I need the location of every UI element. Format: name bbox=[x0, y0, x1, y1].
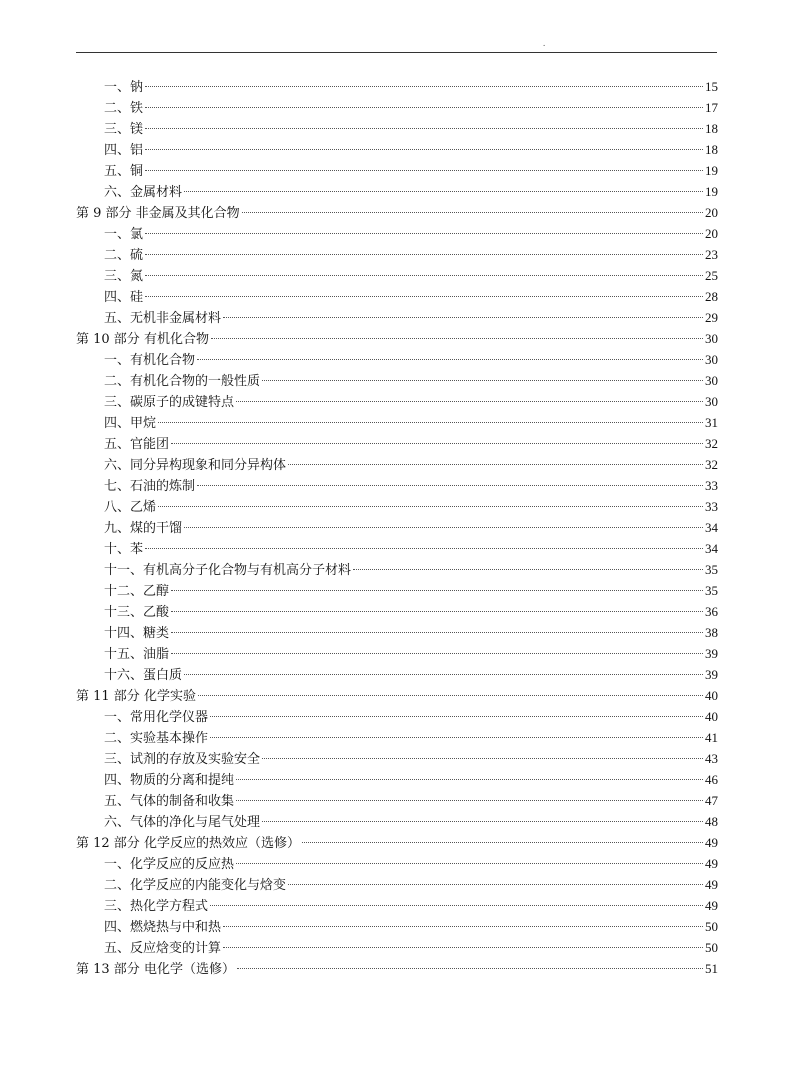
dot-leader bbox=[236, 779, 703, 780]
toc-entry-title: 五、反应焓变的计算 bbox=[104, 941, 222, 956]
toc-page-number: 33 bbox=[705, 499, 718, 514]
toc-page-number: 29 bbox=[705, 310, 718, 325]
dot-leader bbox=[223, 317, 703, 318]
dot-leader bbox=[198, 695, 703, 696]
toc-section-entry[interactable] bbox=[76, 349, 718, 370]
dot-leader bbox=[211, 338, 703, 339]
toc-section-entry[interactable] bbox=[76, 580, 718, 601]
toc-section-entry[interactable] bbox=[76, 853, 718, 874]
dot-leader bbox=[145, 254, 703, 255]
toc-entry-title: 一、有机化合物 bbox=[104, 353, 196, 368]
toc-entry-title: 第 9 部分 非金属及其化合物 bbox=[76, 206, 240, 221]
toc-page-number: 30 bbox=[705, 394, 718, 409]
toc-section-entry[interactable] bbox=[76, 643, 718, 664]
toc-entry-title: 二、实验基本操作 bbox=[104, 731, 209, 746]
dot-leader bbox=[210, 737, 703, 738]
toc-entry-title: 一、化学反应的反应热 bbox=[104, 857, 235, 872]
toc-chapter-entry[interactable] bbox=[76, 958, 718, 979]
toc-entry-title: 第 11 部分 化学实验 bbox=[76, 689, 196, 704]
dot-leader bbox=[302, 842, 703, 843]
dot-leader bbox=[210, 716, 703, 717]
toc-section-entry[interactable] bbox=[76, 412, 718, 433]
dot-leader bbox=[145, 170, 703, 171]
toc-entry-title: 三、氮 bbox=[104, 269, 144, 284]
dot-leader bbox=[145, 275, 703, 276]
toc-page-number: 35 bbox=[705, 562, 718, 577]
dot-leader bbox=[223, 926, 703, 927]
toc-page-number: 50 bbox=[705, 919, 718, 934]
toc-section-entry[interactable] bbox=[76, 454, 718, 475]
toc-entry-title: 第 13 部分 电化学（选修） bbox=[76, 962, 235, 977]
toc-entry-title: 四、燃烧热与中和热 bbox=[104, 920, 222, 935]
toc-entry-title: 五、气体的制备和收集 bbox=[104, 794, 235, 809]
toc-page-number: 30 bbox=[705, 373, 718, 388]
toc-page-number: 34 bbox=[705, 541, 718, 556]
toc-page-number: 17 bbox=[705, 100, 718, 115]
toc-section-entry[interactable] bbox=[76, 538, 718, 559]
dot-leader bbox=[184, 674, 703, 675]
toc-section-entry[interactable] bbox=[76, 307, 718, 328]
dot-leader bbox=[288, 464, 703, 465]
toc-section-entry[interactable] bbox=[76, 391, 718, 412]
toc-page-number: 50 bbox=[705, 940, 718, 955]
toc-page-number: 28 bbox=[705, 289, 718, 304]
toc-entry-title: 一、常用化学仪器 bbox=[104, 710, 209, 725]
dot-leader bbox=[236, 800, 703, 801]
toc-entry-title: 十、苯 bbox=[104, 542, 144, 557]
toc-page-number: 25 bbox=[705, 268, 718, 283]
toc-section-entry[interactable] bbox=[76, 895, 718, 916]
dot-leader bbox=[197, 359, 703, 360]
toc-entry-title: 五、官能团 bbox=[104, 437, 170, 452]
toc-section-entry[interactable] bbox=[76, 160, 718, 181]
toc-chapter-entry[interactable] bbox=[76, 202, 718, 223]
toc-page-number: 46 bbox=[705, 772, 718, 787]
dot-leader bbox=[262, 821, 703, 822]
toc-section-entry[interactable] bbox=[76, 517, 718, 538]
dot-leader bbox=[158, 422, 703, 423]
dot-leader bbox=[145, 149, 703, 150]
dot-leader bbox=[171, 611, 703, 612]
toc-entry-title: 五、无机非金属材料 bbox=[104, 311, 222, 326]
toc-section-entry[interactable] bbox=[76, 181, 718, 202]
toc-page-number: 30 bbox=[705, 331, 718, 346]
toc-entry-title: 一、氯 bbox=[104, 227, 144, 242]
toc-page-number: 40 bbox=[705, 688, 718, 703]
toc-entry-title: 五、铜 bbox=[104, 164, 144, 179]
dot-leader bbox=[171, 653, 703, 654]
toc-page-number: 47 bbox=[705, 793, 718, 808]
toc-section-entry[interactable] bbox=[76, 937, 718, 958]
toc-section-entry[interactable] bbox=[76, 97, 718, 118]
toc-entry-title: 六、金属材料 bbox=[104, 185, 183, 200]
dot-leader bbox=[145, 86, 703, 87]
toc-entry-title: 二、铁 bbox=[104, 101, 144, 116]
header-rule bbox=[76, 52, 717, 53]
dot-leader bbox=[184, 191, 703, 192]
table-of-contents bbox=[76, 76, 718, 979]
dot-leader bbox=[158, 506, 703, 507]
toc-page-number: 35 bbox=[705, 583, 718, 598]
toc-page-number: 20 bbox=[705, 205, 718, 220]
toc-entry-title: 第 10 部分 有机化合物 bbox=[76, 332, 209, 347]
toc-entry-title: 九、煤的干馏 bbox=[104, 521, 183, 536]
toc-section-entry[interactable] bbox=[76, 559, 718, 580]
toc-entry-title: 二、有机化合物的一般性质 bbox=[104, 374, 261, 389]
toc-entry-title: 第 12 部分 化学反应的热效应（选修） bbox=[76, 836, 300, 851]
toc-entry-title: 六、气体的净化与尾气处理 bbox=[104, 815, 261, 830]
dot-leader bbox=[237, 968, 703, 969]
toc-entry-title: 十一、有机高分子化合物与有机高分子材料 bbox=[104, 563, 352, 578]
toc-entry-title: 十五、油脂 bbox=[104, 647, 170, 662]
toc-page-number: 36 bbox=[705, 604, 718, 619]
toc-section-entry[interactable] bbox=[76, 790, 718, 811]
toc-section-entry[interactable] bbox=[76, 622, 718, 643]
toc-page-number: 49 bbox=[705, 856, 718, 871]
toc-entry-title: 十三、乙酸 bbox=[104, 605, 170, 620]
dot-leader bbox=[184, 527, 703, 528]
dot-leader bbox=[262, 758, 703, 759]
toc-entry-title: 四、硅 bbox=[104, 290, 144, 305]
toc-page-number: 48 bbox=[705, 814, 718, 829]
toc-page-number: 18 bbox=[705, 121, 718, 136]
toc-section-entry[interactable] bbox=[76, 370, 718, 391]
dot-leader bbox=[145, 548, 703, 549]
toc-page-number: 30 bbox=[705, 352, 718, 367]
toc-entry-title: 六、同分异构现象和同分异构体 bbox=[104, 458, 287, 473]
toc-section-entry[interactable] bbox=[76, 664, 718, 685]
header-mark: . bbox=[543, 38, 546, 48]
toc-section-entry[interactable] bbox=[76, 118, 718, 139]
dot-leader bbox=[262, 380, 703, 381]
toc-section-entry[interactable] bbox=[76, 265, 718, 286]
dot-leader bbox=[223, 947, 703, 948]
dot-leader bbox=[171, 590, 703, 591]
toc-section-entry[interactable] bbox=[76, 286, 718, 307]
toc-page-number: 39 bbox=[705, 667, 718, 682]
toc-section-entry[interactable] bbox=[76, 601, 718, 622]
toc-page-number: 19 bbox=[705, 163, 718, 178]
toc-page-number: 32 bbox=[705, 436, 718, 451]
toc-page-number: 51 bbox=[705, 961, 718, 976]
toc-page-number: 15 bbox=[705, 79, 718, 94]
toc-section-entry[interactable] bbox=[76, 811, 718, 832]
toc-entry-title: 十二、乙醇 bbox=[104, 584, 170, 599]
toc-page-number: 23 bbox=[705, 247, 718, 262]
dot-leader bbox=[353, 569, 703, 570]
toc-section-entry[interactable] bbox=[76, 748, 718, 769]
toc-entry-title: 四、甲烷 bbox=[104, 416, 157, 431]
toc-page-number: 20 bbox=[705, 226, 718, 241]
toc-section-entry[interactable] bbox=[76, 727, 718, 748]
toc-page-number: 34 bbox=[705, 520, 718, 535]
dot-leader bbox=[210, 905, 703, 906]
toc-entry-title: 一、钠 bbox=[104, 80, 144, 95]
toc-chapter-entry[interactable] bbox=[76, 328, 718, 349]
toc-entry-title: 二、化学反应的内能变化与焓变 bbox=[104, 878, 287, 893]
toc-entry-title: 二、硫 bbox=[104, 248, 144, 263]
toc-page-number: 19 bbox=[705, 184, 718, 199]
toc-page-number: 49 bbox=[705, 898, 718, 913]
toc-section-entry[interactable] bbox=[76, 706, 718, 727]
dot-leader bbox=[236, 863, 703, 864]
toc-section-entry[interactable] bbox=[76, 433, 718, 454]
toc-entry-title: 八、乙烯 bbox=[104, 500, 157, 515]
dot-leader bbox=[171, 632, 703, 633]
toc-entry-title: 十六、蛋白质 bbox=[104, 668, 183, 683]
toc-page-number: 31 bbox=[705, 415, 718, 430]
dot-leader bbox=[288, 884, 703, 885]
dot-leader bbox=[197, 485, 703, 486]
dot-leader bbox=[171, 443, 703, 444]
toc-section-entry[interactable] bbox=[76, 769, 718, 790]
toc-page-number: 43 bbox=[705, 751, 718, 766]
toc-section-entry[interactable] bbox=[76, 76, 718, 97]
toc-entry-title: 十四、糖类 bbox=[104, 626, 170, 641]
toc-page-number: 49 bbox=[705, 835, 718, 850]
toc-entry-title: 四、物质的分离和提纯 bbox=[104, 773, 235, 788]
toc-page-number: 39 bbox=[705, 646, 718, 661]
toc-entry-title: 四、铝 bbox=[104, 143, 144, 158]
toc-page-number: 41 bbox=[705, 730, 718, 745]
toc-page-number: 32 bbox=[705, 457, 718, 472]
toc-chapter-entry[interactable] bbox=[76, 832, 718, 853]
toc-page-number: 18 bbox=[705, 142, 718, 157]
toc-entry-title: 三、镁 bbox=[104, 122, 144, 137]
toc-entry-title: 三、热化学方程式 bbox=[104, 899, 209, 914]
toc-section-entry[interactable] bbox=[76, 244, 718, 265]
toc-section-entry[interactable] bbox=[76, 874, 718, 895]
dot-leader bbox=[236, 401, 703, 402]
dot-leader bbox=[242, 212, 703, 213]
toc-section-entry[interactable] bbox=[76, 916, 718, 937]
toc-entry-title: 三、试剂的存放及实验安全 bbox=[104, 752, 261, 767]
toc-page-number: 33 bbox=[705, 478, 718, 493]
dot-leader bbox=[145, 107, 703, 108]
toc-section-entry[interactable] bbox=[76, 496, 718, 517]
toc-section-entry[interactable] bbox=[76, 475, 718, 496]
toc-entry-title: 三、碳原子的成键特点 bbox=[104, 395, 235, 410]
dot-leader bbox=[145, 296, 703, 297]
dot-leader bbox=[145, 128, 703, 129]
dot-leader bbox=[145, 233, 703, 234]
toc-page-number: 40 bbox=[705, 709, 718, 724]
toc-section-entry[interactable] bbox=[76, 223, 718, 244]
toc-section-entry[interactable] bbox=[76, 139, 718, 160]
toc-page-number: 38 bbox=[705, 625, 718, 640]
toc-page-number: 49 bbox=[705, 877, 718, 892]
toc-chapter-entry[interactable] bbox=[76, 685, 718, 706]
toc-entry-title: 七、石油的炼制 bbox=[104, 479, 196, 494]
